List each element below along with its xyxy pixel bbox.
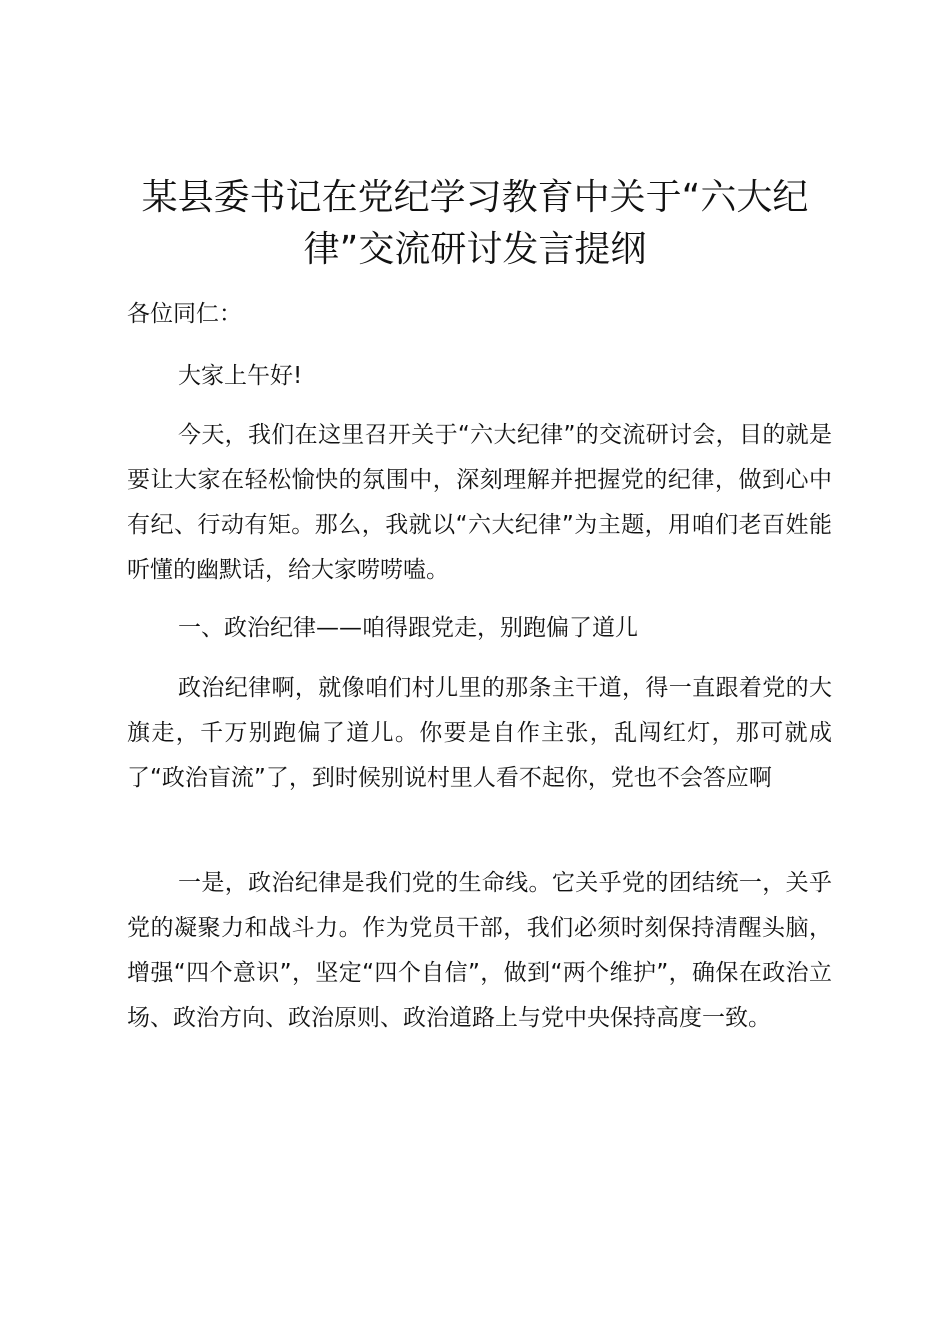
section-heading-political-discipline: 一、政治纪律——咱得跟党走，别跑偏了道儿 bbox=[178, 615, 638, 641]
body-paragraph: 一是，政治纪律是我们党的生命线。它关乎党的团结统一，关乎党的凝聚力和战斗力。作为党员干部，我们必须时刻保持清醒头脑，增强“四个意识”，坚定“四个自信”，做到“两个维护”，确保在政治立场、政治方向、政治原则、政治道路上与党中央保持高度一致。 bbox=[127, 870, 832, 1031]
body-paragraph: 政治纪律啊，就像咱们村儿里的那条主干道，得一直跟着党的大旗走，千万别跑偏了道儿。你要是自作主张，乱闯红灯，那可就成了“政治盲流”了，到时候别说村里人看不起你，党也不会答应啊 bbox=[127, 675, 832, 791]
greeting-paragraph: 大家上午好! bbox=[178, 363, 303, 389]
salutation: 各位同仁： bbox=[127, 301, 242, 327]
document-title: 某县委书记在党纪学习教育中关于“六大纪律”交流研讨发言提纲 bbox=[141, 177, 809, 270]
intro-paragraph: 今天，我们在这里召开关于“六大纪律”的交流研讨会，目的就是要让大家在轻松愉快的氛围中，深刻理解并把握党的纪律，做到心中有纪、行动有矩。那么，我就以“六大纪律”为主题，用咱们老百姓能听懂的幽默话，给大家唠唠嗑。 bbox=[127, 422, 832, 583]
